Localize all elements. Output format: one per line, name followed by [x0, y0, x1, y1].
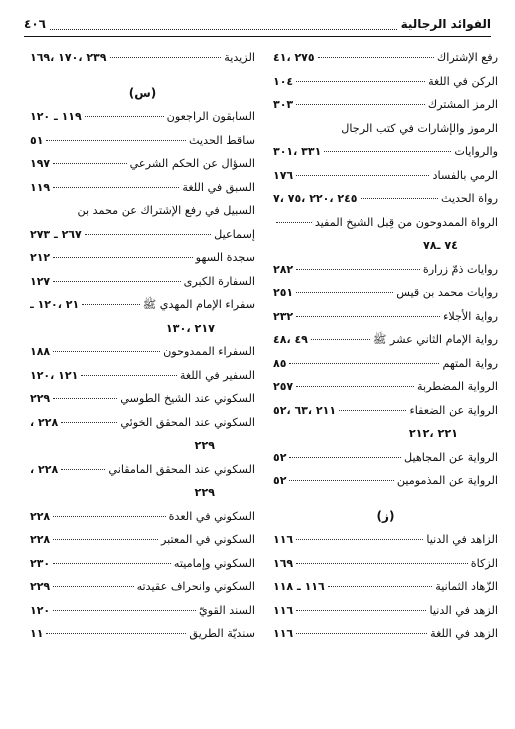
- leader-dots: [85, 116, 164, 117]
- entry-pages: ١٢٠: [30, 603, 51, 617]
- entry-term: سجدة السهو: [195, 251, 255, 264]
- leader-dots: [296, 175, 429, 176]
- entry-term: سفراء الإمام المهدي ﷺ: [142, 298, 255, 311]
- index-entry: [273, 599, 498, 623]
- spacer: [30, 70, 255, 82]
- entry-term: الرمز المشترك: [427, 98, 498, 111]
- entry-pages: ٨٥: [273, 356, 287, 370]
- index-entry: [30, 223, 255, 247]
- entry-pages: ١١٦: [273, 603, 294, 617]
- entry-term: السكوني وانحراف عقيدته: [136, 580, 255, 593]
- index-entry: [30, 458, 255, 482]
- entry-pages: ١٩٧: [30, 157, 51, 170]
- header-leader-dots: [50, 19, 397, 30]
- entry-pages: ٥١: [30, 133, 44, 147]
- section-letter-heading: (س): [128, 85, 157, 100]
- leader-dots: [339, 410, 406, 411]
- entry-term: السكوني وإماميته: [173, 556, 255, 570]
- leader-dots: [53, 187, 179, 188]
- index-entry: [273, 211, 498, 235]
- entry-pages: ١٠٤: [273, 74, 294, 88]
- index-entry: [273, 93, 498, 117]
- leader-dots: [289, 480, 393, 481]
- index-entry: [30, 46, 255, 70]
- entry-term: إسماعيل: [214, 227, 255, 241]
- index-column-left: [30, 46, 255, 646]
- leader-dots: [53, 398, 117, 399]
- index-entry: [30, 246, 255, 270]
- leader-dots: [296, 269, 420, 270]
- leader-dots: [53, 516, 166, 517]
- entry-term: رواية المتهم: [442, 356, 498, 370]
- entry-pages: ٢٢٨ ،: [30, 462, 59, 476]
- entry-pages: ٢٢٨ ،: [30, 415, 59, 429]
- entry-pages: ١٢١ ،١٢٠: [30, 368, 79, 382]
- entry-term: الركن في اللغة: [428, 74, 498, 88]
- index-entry: [30, 364, 255, 388]
- entry-term: السبيل في رفع الإشتراك عن محمد بن: [77, 204, 255, 217]
- entry-term: رفع الإشتراك: [436, 51, 498, 64]
- entry-term: الرواة الممدوحون من قِبل الشيخ المفيد: [314, 215, 498, 229]
- leader-dots: [296, 81, 425, 82]
- entry-term: الزّهاد الثمانية: [435, 580, 498, 593]
- index-entry: [273, 281, 498, 305]
- index-entry: [30, 176, 255, 200]
- leader-dots: [53, 539, 158, 540]
- entry-term: ساقط الحديث: [188, 133, 255, 147]
- index-entry: [273, 622, 498, 646]
- index-entry: [273, 70, 498, 94]
- index-entry: [30, 552, 255, 576]
- leader-dots: [53, 163, 126, 164]
- entry-pages: ١١: [30, 627, 44, 640]
- leader-dots: [296, 104, 425, 105]
- index-entry: [273, 187, 498, 211]
- index-column-right: [273, 46, 498, 646]
- entry-pages: ٢٣٢: [273, 309, 294, 323]
- index-entry: [30, 105, 255, 129]
- entry-term: السفير في اللغة: [179, 368, 255, 382]
- index-entry: [273, 352, 498, 376]
- index-entry: [30, 340, 255, 364]
- leader-dots: [61, 422, 117, 423]
- index-entry: [30, 199, 255, 223]
- entry-pages: ٢٥١: [273, 286, 294, 299]
- section-letter-heading: (ز): [376, 508, 395, 523]
- entry-pages: ٢٣٠: [30, 556, 51, 570]
- leader-dots: [296, 610, 426, 611]
- leader-dots: [53, 257, 193, 258]
- spacer: [273, 493, 498, 505]
- index-entry: [30, 622, 255, 646]
- entry-continuation-pages: ٢٢٩: [194, 439, 215, 452]
- entry-pages: ٢٢٩: [30, 392, 51, 405]
- index-entry: [273, 575, 498, 599]
- entry-term: رواة الحديث: [440, 192, 498, 205]
- header-rule: [24, 36, 491, 37]
- entry-continuation-pages: ٧٤ ـ٧٨: [422, 239, 458, 252]
- entry-pages: ١٢٧: [30, 274, 51, 288]
- index-entry: [273, 399, 498, 423]
- entry-term: الرواية عن الضعفاء: [409, 403, 498, 417]
- entry-pages: ٢٨٢: [273, 262, 294, 276]
- entry-continuation-pages: ٢٢١ ،٢١٢: [408, 427, 458, 440]
- page-number: ٤٠٦: [24, 17, 46, 31]
- leader-dots: [53, 281, 180, 282]
- leader-dots: [311, 339, 370, 340]
- entry-pages: ٢٥٧: [273, 380, 294, 393]
- leader-dots: [296, 633, 427, 634]
- index-entry: [30, 505, 255, 529]
- index-entry: [273, 552, 498, 576]
- entry-term: روايات ذمّ زرارة: [422, 262, 498, 276]
- index-entry: [273, 117, 498, 141]
- entry-pages: ٥٢: [273, 450, 287, 464]
- leader-dots: [53, 610, 196, 611]
- entry-term: السكوني في المعتبر: [161, 533, 255, 546]
- leader-dots: [53, 586, 133, 587]
- entry-continuation-pages: ٢١٧ ،١٣٠: [165, 321, 215, 335]
- leader-dots: [46, 633, 186, 634]
- index-entry: [273, 469, 498, 493]
- index-entry: [30, 270, 255, 294]
- leader-dots: [53, 351, 160, 352]
- index-entry: [273, 375, 498, 399]
- entry-term: الرواية المضطربة: [416, 380, 498, 393]
- entry-term: السابقون الراجعون: [166, 110, 255, 123]
- entry-term: الرموز والإشارات في كتب الرجال: [341, 121, 498, 135]
- entry-term: الزكاة: [470, 556, 498, 570]
- entry-pages: ١٧٦: [273, 168, 294, 182]
- entry-term: السفراء الممدوحون: [163, 345, 255, 358]
- entry-term: الزهد في اللغة: [430, 627, 498, 640]
- entry-pages: ٢٢٨: [30, 533, 51, 546]
- entry-pages: ٢٧٥ ،٤١: [273, 51, 315, 64]
- index-entry: [30, 387, 255, 411]
- leader-dots: [296, 539, 423, 540]
- leader-dots: [318, 57, 434, 58]
- entry-pages: ١١٦: [273, 627, 294, 640]
- index-entry: [273, 140, 498, 164]
- index-entry: [30, 293, 255, 317]
- entry-pages: ٣٠٣: [273, 98, 294, 111]
- entry-pages: ٢٦٧ ـ ٢٧٣: [30, 227, 82, 241]
- index-entry: [273, 305, 498, 329]
- leader-dots: [296, 386, 414, 387]
- index-entry: [30, 575, 255, 599]
- entry-pages: ٣٣١ ،٣٠١: [273, 145, 322, 158]
- index-entry: [30, 411, 255, 435]
- index-entry: [30, 129, 255, 153]
- entry-pages: ٢٣٩ ،١٧٠ ،١٦٩: [30, 51, 107, 64]
- entry-pages: ٢١ ،١٢٠ ـ: [30, 298, 80, 311]
- entry-term: الرمي بالفساد: [432, 168, 498, 182]
- leader-dots: [61, 469, 105, 470]
- leader-dots: [46, 140, 186, 141]
- running-header: [24, 14, 491, 34]
- index-entry: [273, 164, 498, 188]
- entry-pages: ٢١٢: [30, 251, 51, 264]
- entry-term: الرواية عن المجاهيل: [404, 450, 498, 464]
- leader-dots: [289, 457, 401, 458]
- entry-pages: ٢٢٩: [30, 580, 51, 593]
- index-entry: [273, 258, 498, 282]
- entry-pages: ١٨٨: [30, 345, 51, 358]
- entry-term: السكوني عند المحقق الخوئي: [120, 415, 255, 429]
- entry-term: السكوني عند الشيخ الطوسي: [120, 392, 255, 405]
- entry-term: السكوني عند المحقق المامقاني: [108, 462, 255, 476]
- entry-term: رواية الأجلاء: [443, 309, 498, 323]
- entry-pages: ٢٢٨: [30, 509, 51, 523]
- entry-pages: ١٦٩: [273, 556, 294, 570]
- index-entry: [273, 46, 498, 70]
- entry-pages: ٥٢: [273, 474, 287, 487]
- leader-dots: [85, 234, 211, 235]
- entry-term: الزهد في الدنيا: [429, 603, 498, 617]
- leader-dots: [296, 316, 440, 317]
- entry-pages: ٤٩ ،٤٨: [273, 333, 308, 346]
- entry-term: السبق في اللغة: [182, 180, 255, 194]
- entry-term: رواية الإمام الثاني عشر ﷺ: [372, 333, 498, 346]
- entry-term: السكوني في العدة: [168, 509, 255, 523]
- entry-term: الزاهد في الدنيا: [426, 533, 498, 546]
- entry-term: والروايات: [454, 145, 498, 158]
- entry-pages: ١١٩: [30, 180, 51, 194]
- entry-pages: ٢٤٥ ،٢٢٠ ،٧٥ ،٧: [273, 192, 358, 205]
- entry-pages: ١١٩ ـ ١٢٠: [30, 110, 82, 123]
- leader-dots: [276, 222, 312, 223]
- leader-dots: [296, 292, 393, 293]
- entry-pages: ١١٦ ـ ١١٨: [273, 580, 325, 593]
- entry-term: السفارة الكبرى: [183, 274, 255, 288]
- entry-term: السند القويّ: [198, 603, 255, 617]
- entry-term: السؤال عن الحكم الشرعي: [129, 157, 255, 170]
- index-entry: [273, 528, 498, 552]
- entry-term: الزيدية: [224, 51, 255, 64]
- leader-dots: [289, 363, 439, 364]
- leader-dots: [296, 563, 468, 564]
- leader-dots: [53, 563, 171, 564]
- entry-continuation-pages: ٢٢٩: [194, 486, 215, 499]
- leader-dots: [324, 151, 451, 152]
- leader-dots: [361, 198, 438, 199]
- index-entry: [30, 599, 255, 623]
- entry-term: روايات محمد بن قيس: [396, 286, 498, 299]
- index-entry: [30, 152, 255, 176]
- entry-pages: ٢١١ ،٦٣ ،٥٢: [273, 403, 337, 417]
- leader-dots: [82, 304, 139, 305]
- entry-term: الرواية عن المذمومين: [396, 474, 498, 487]
- index-entry: [273, 328, 498, 352]
- leader-dots: [110, 57, 222, 58]
- index-entry: [30, 528, 255, 552]
- leader-dots: [328, 586, 432, 587]
- index-entry: [273, 446, 498, 470]
- entry-pages: ١١٦: [273, 533, 294, 546]
- entry-term: سنديّة الطريق: [189, 627, 255, 640]
- header-title: الفوائد الرجالية: [400, 17, 491, 31]
- leader-dots: [81, 375, 177, 376]
